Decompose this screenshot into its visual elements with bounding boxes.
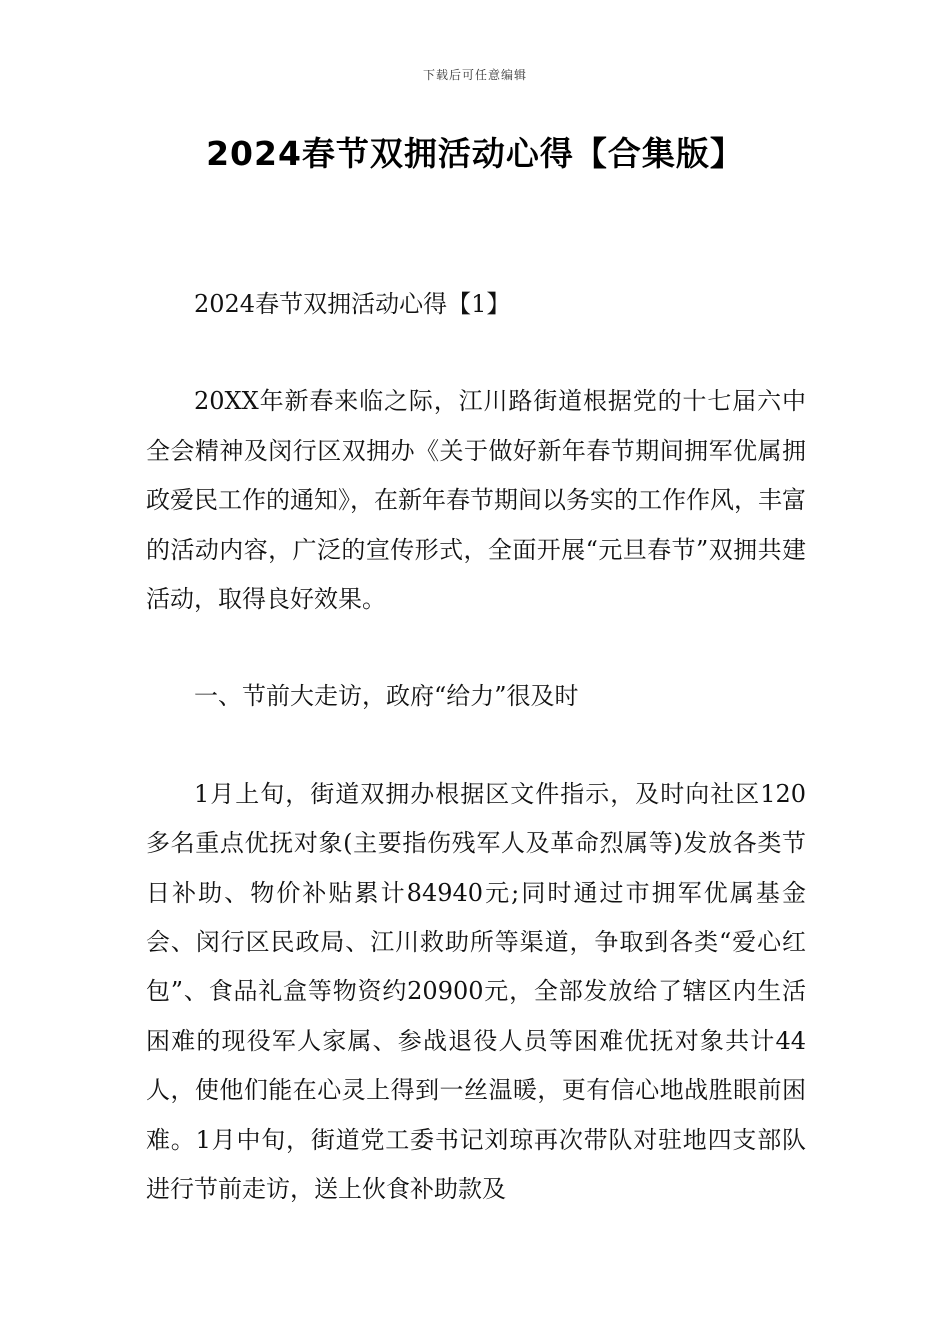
section-heading: 2024春节双拥活动心得【1】 [194, 290, 511, 318]
document-body [146, 280, 806, 1215]
paragraph-visits: 1月上旬，街道双拥办根据区文件指示，及时向社区120多名重点优抚对象(主要指伤残军人及革命烈属等)发放各类节日补助、物价补贴累计84940元;同时通过市拥军优属基金会、闵行区民政局、江川救助所等渠道，争取到各类“爱心红包”、食品礼盒等物资约20900元，全部发放给了辖区内生活困难的现役军人家属、参战退役人员等困难优抚对象共计44人，使他们能在心灵上得到一丝温暖，更有信心地战胜眼前困难。1月中旬，街道党工委书记刘琼再次带队对驻地四支部队进行节前走访，送上伙食补助款及 [146, 779, 806, 1204]
subheading-visits: 一、节前大走访，政府“给力”很及时 [194, 682, 579, 711]
document-title: 2024春节双拥活动心得【合集版】 [206, 134, 744, 173]
header-note: 下载后可任意编辑 [422, 68, 527, 82]
paragraph-intro: 20XX年新春来临之际，江川路街道根据党的十七届六中全会精神及闵行区双拥办《关于做好新年春节期间拥军优属拥政爱民工作的通知》，在新年春节期间以务实的工作作风，丰富的活动内容，广泛的宣传形式，全面开展“元旦春节”双拥共建活动，取得良好效果。 [146, 387, 806, 614]
